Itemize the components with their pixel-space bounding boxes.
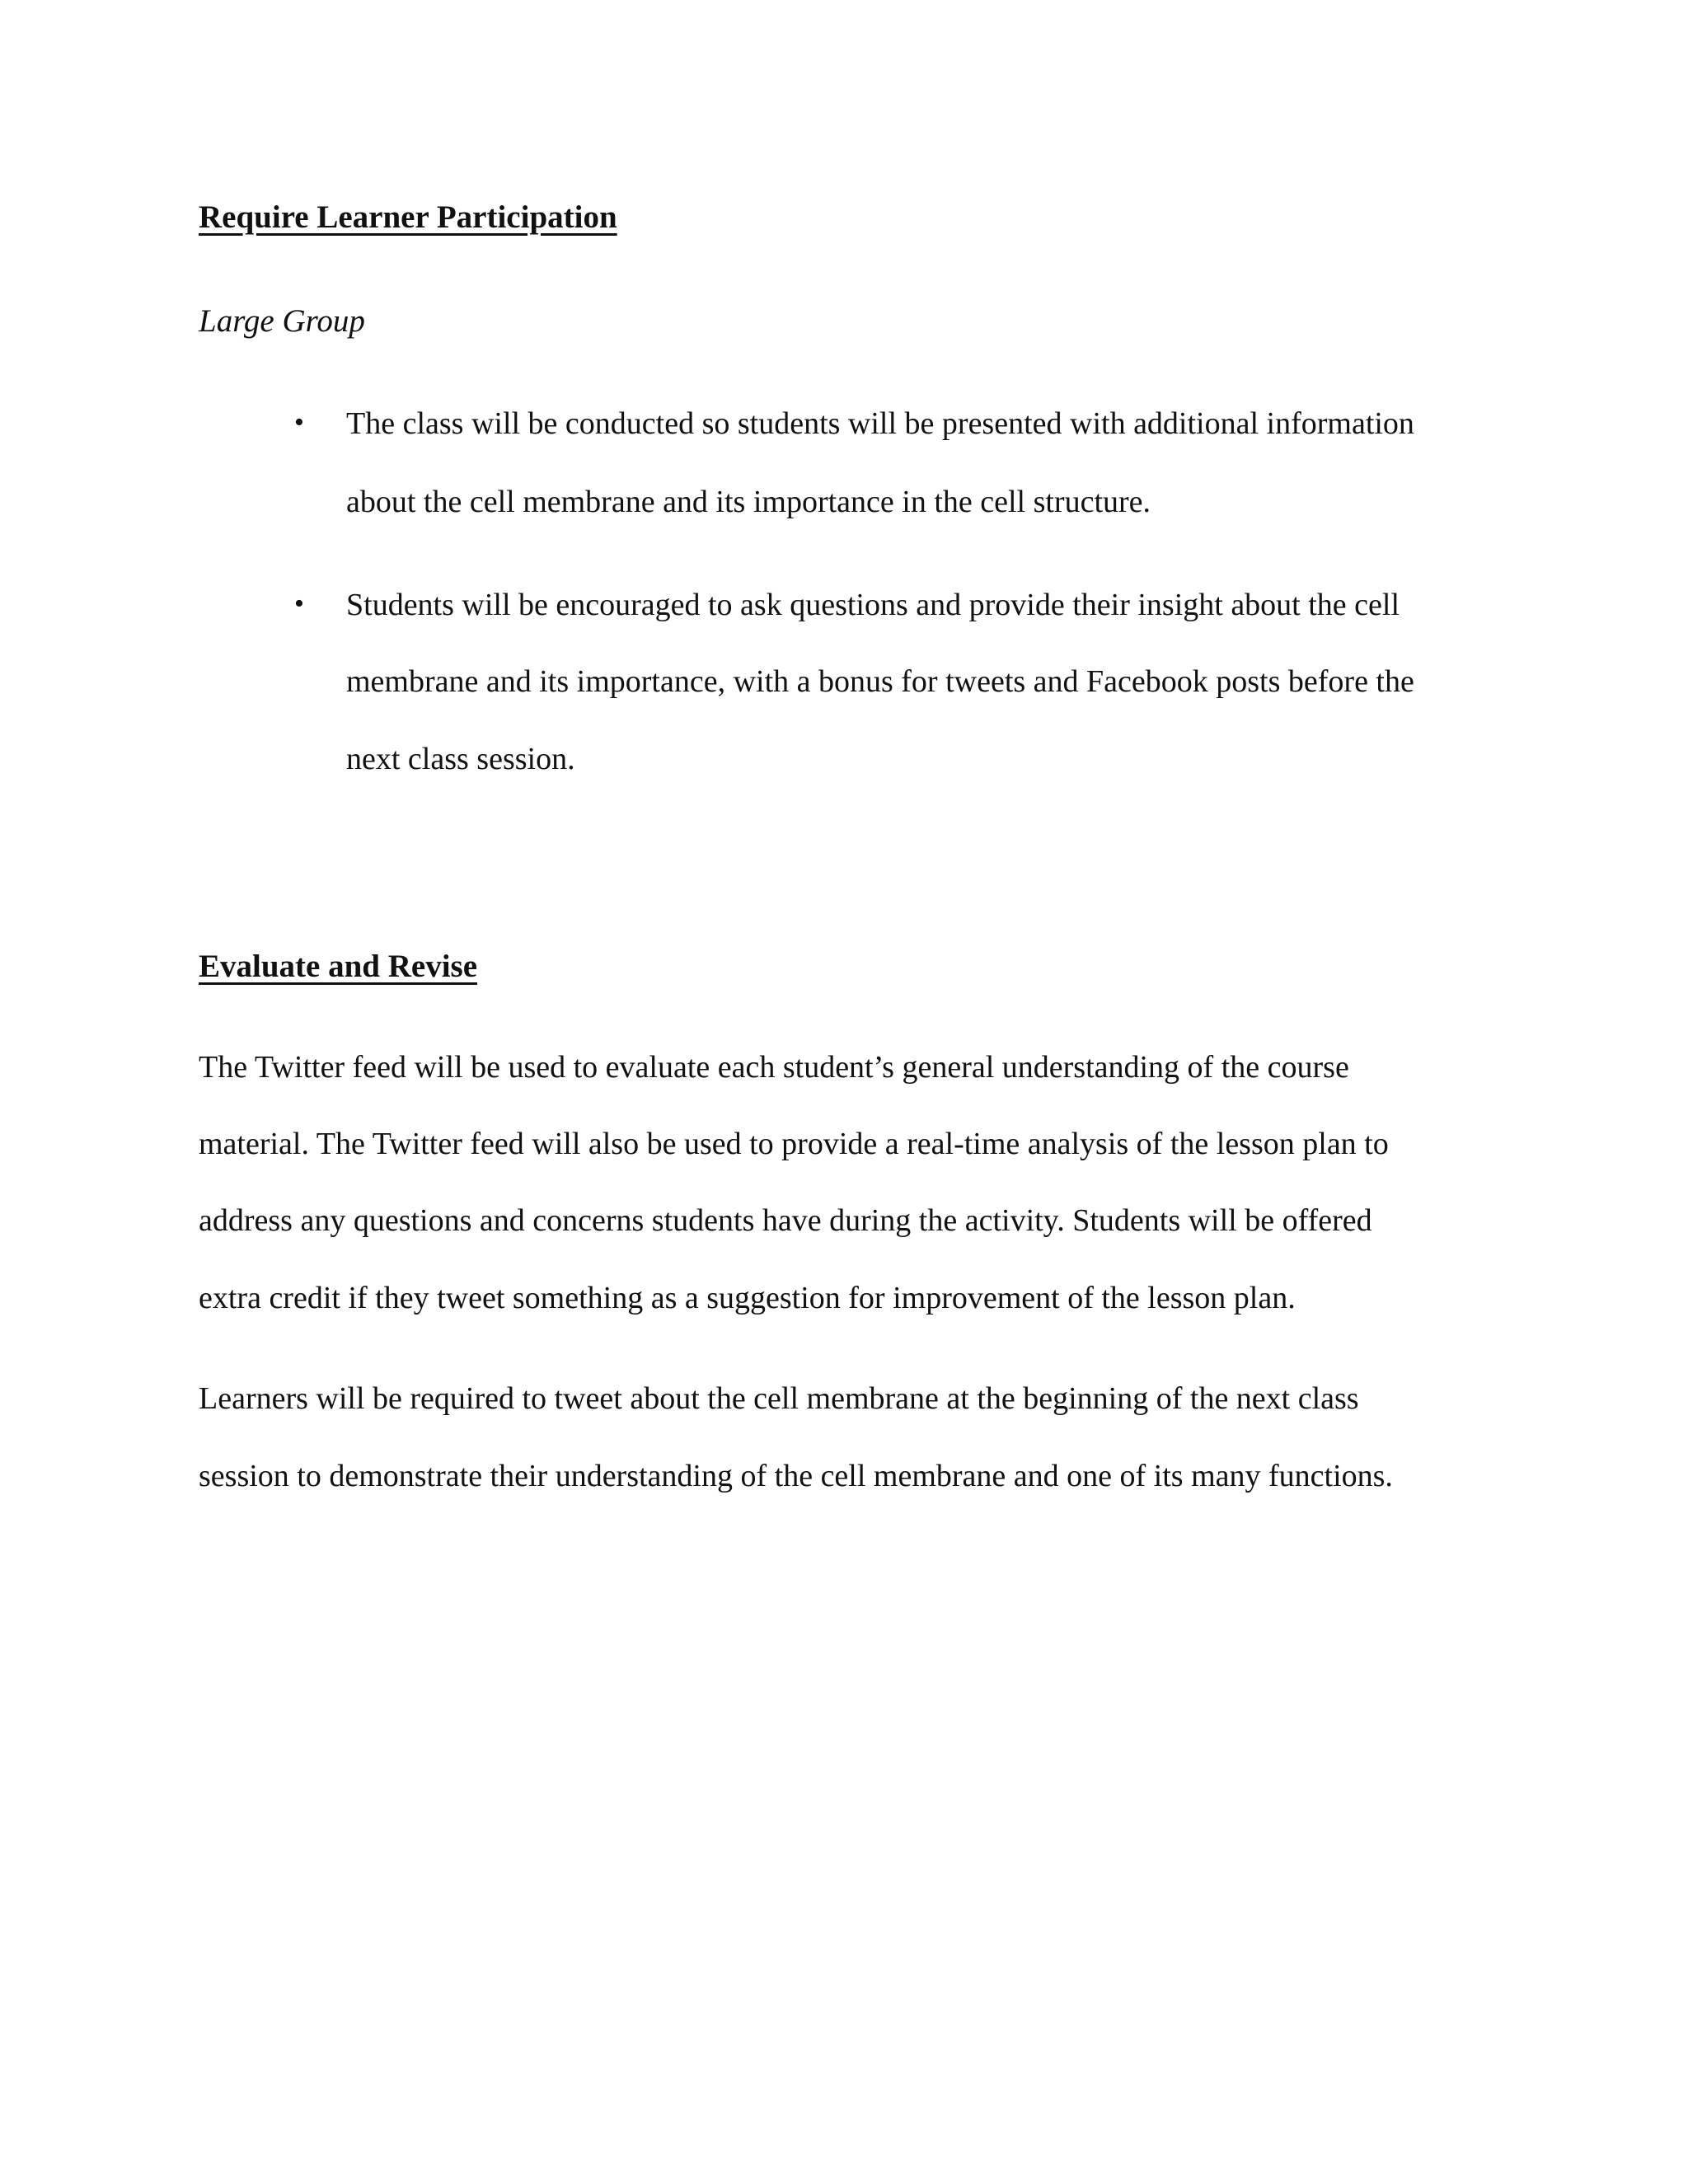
paragraph-line: address any questions and concerns students have during the activity. Students will be offered [199,1203,1372,1238]
bullet-text-line: The class will be conducted so students will be presented with additional information [346,406,1414,441]
bullet-text-line: about the cell membrane and its importance in the cell structure. [346,485,1151,519]
paragraph-line: Learners will be required to tweet about the cell membrane at the beginning of the next class [199,1381,1359,1416]
bullet-text-line: membrane and its importance, with a bonus for tweets and Facebook posts before the [346,664,1414,699]
paragraph-line: The Twitter feed will be used to evaluate each student’s general understanding of the course [199,1050,1349,1085]
heading-require-learner-participation: Require Learner Participation [199,199,617,235]
paragraph-line: extra credit if they tweet something as a suggestion for improvement of the lesson plan. [199,1281,1296,1315]
paragraph-line: session to demonstrate their understanding of the cell membrane and one of its many functions. [199,1459,1393,1493]
paragraph-line: material. The Twitter feed will also be used to provide a real-time analysis of the lesson plan to [199,1127,1389,1161]
bullet-marker: • [294,407,304,438]
bullet-text-line: Students will be encouraged to ask questions and provide their insight about the cell [346,588,1400,622]
bullet-marker: • [294,588,304,619]
subheading-large-group: Large Group [199,303,365,339]
bullet-text-line: next class session. [346,742,575,776]
heading-evaluate-and-revise: Evaluate and Revise [199,949,478,984]
